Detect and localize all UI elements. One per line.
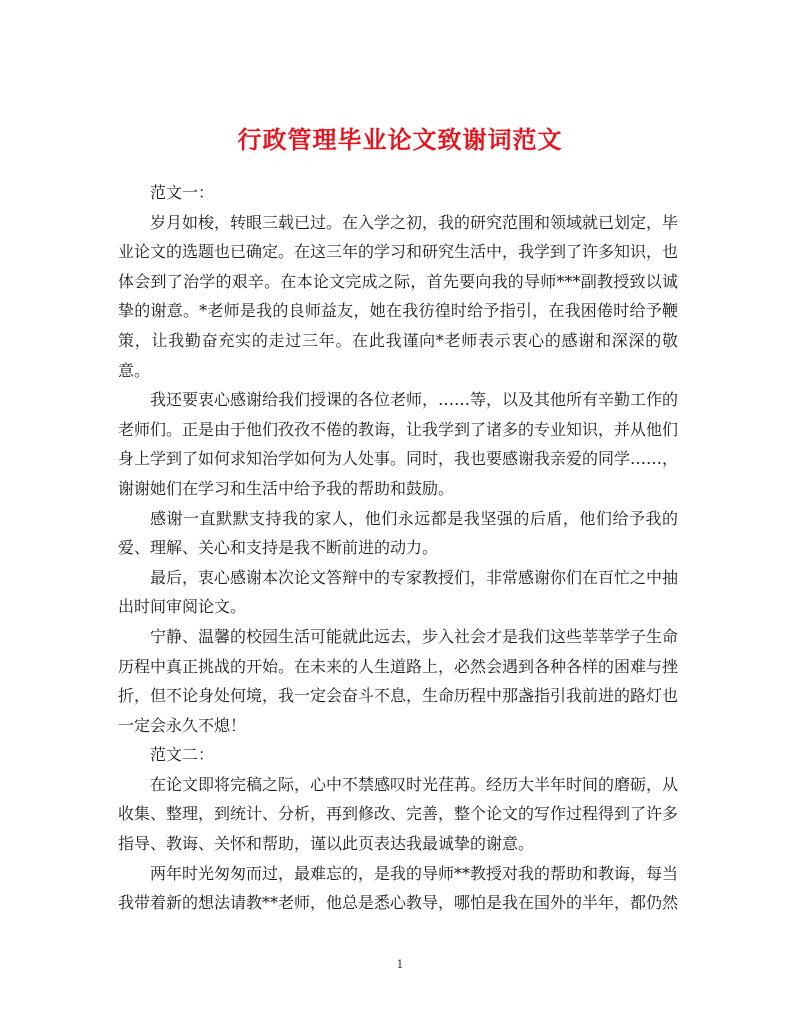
section-heading-2: 范文二：	[150, 745, 215, 765]
paragraph: 感谢一直默默支持我的家人，他们永远都是我坚强的后盾，他们给予我的爱、理解、关心和支持是我不断前进的动力。	[118, 508, 678, 558]
paragraph: 在论文即将完稿之际，心中不禁感叹时光荏苒。经历大半年时间的磨砺，从收集、整理，到统计、分析，再到修改、完善，整个论文的写作过程得到了许多指导、教诲、关怀和帮助，谨以此页表达我最诚挚的谢意。	[118, 774, 679, 854]
document-body	[118, 178, 678, 918]
paragraph: 岁月如梭，转眼三载已过。在入学之初，我的研究范围和领域就已划定，毕业论文的选题也已确定。在这三年的学习和研究生活中，我学到了许多知识，也体会到了治学的艰辛。在本论文完成之际，首先要向我的导师***副教授致以诚挚的谢意。*老师是我的良师益友，她在我彷徨时给予指引，在我困倦时给予鞭策，让我勤奋充实的走过三年。在此我谨向*老师表示衷心的感谢和深深的敬意。	[118, 212, 679, 380]
document-title: 行政管理毕业论文致谢词范文	[237, 125, 563, 155]
page-number: 1	[396, 958, 404, 971]
paragraph: 我还要衷心感谢给我们授课的各位老师，……等，以及其他所有辛勤工作的老师们。正是由于他们孜孜不倦的教诲，让我学到了诸多的专业知识，并从他们身上学到了如何求知治学如何为人处事。同时，我也要感谢我亲爱的同学……，谢谢她们在学习和生活中给予我的帮助和鼓励。	[118, 390, 679, 498]
paragraph: 两年时光匆匆而过，最难忘的，是我的导师**教授对我的帮助和教诲，每当我带着新的想法请教**老师，他总是悉心教导，哪怕是我在国外的半年，都仍然	[118, 863, 679, 913]
section-heading-1: 范文一：	[150, 183, 215, 202]
paragraph: 宁静、温馨的校园生活可能就此远去，步入社会才是我们这些莘莘学子生命历程中真正挑战的开始。在未来的人生道路上，必然会遇到各种各样的困难与挫折，但不论身处何境，我一定会奋斗不息，生命历程中那盏指引我前进的路灯也一定会永久不熄！	[118, 626, 679, 735]
paragraph: 最后，衷心感谢本次论文答辩中的专家教授们，非常感谢你们在百忙之中抽出时间审阅论文。	[118, 567, 679, 617]
